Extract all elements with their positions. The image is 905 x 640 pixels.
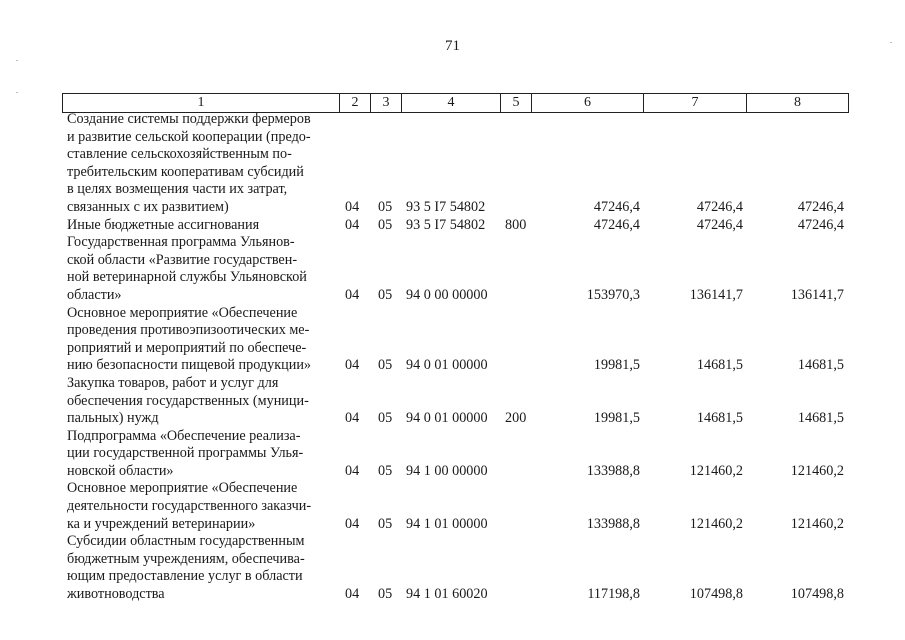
section-code: 04 xyxy=(345,198,360,215)
amount-col-6: 153970,3 xyxy=(586,286,640,303)
description-line: ной ветеринарной службы Ульяновской xyxy=(67,269,307,286)
table-row xyxy=(67,428,849,481)
row-values xyxy=(67,357,849,375)
amount-col-6: 19981,5 xyxy=(593,410,640,427)
amount-col-6: 117198,8 xyxy=(587,586,640,603)
description-line: бюджетным учреждениям, обеспечива- xyxy=(67,550,305,567)
amount-col-6: 47246,4 xyxy=(593,216,640,233)
header-col-3: 3 xyxy=(370,94,401,112)
amount-col-7: 136141,7 xyxy=(689,286,743,303)
target-article-code: 94 0 00 00000 xyxy=(406,286,488,303)
table-header xyxy=(62,93,849,113)
row-values xyxy=(67,516,849,534)
subsection-code: 05 xyxy=(378,410,393,427)
target-article-code: 94 1 01 60020 xyxy=(406,586,488,603)
scan-speck xyxy=(890,42,892,43)
header-col-2: 2 xyxy=(339,94,370,112)
description-line: ции государственной программы Улья- xyxy=(67,445,304,462)
subsection-code: 05 xyxy=(378,198,393,215)
row-values xyxy=(67,217,849,235)
description-line: обеспечения государственных (муници- xyxy=(67,392,309,409)
header-col-6: 6 xyxy=(531,94,643,112)
table-body xyxy=(67,111,849,604)
description-line: роприятий и мероприятий по обеспече- xyxy=(67,339,307,356)
amount-col-7: 121460,2 xyxy=(689,515,743,532)
page-number: 71 xyxy=(445,38,460,54)
description-line: нию безопасности пищевой продукции» xyxy=(67,357,311,374)
expense-type-code: 800 xyxy=(505,216,527,233)
table-row xyxy=(67,217,849,235)
description-line: связанных с их развитием) xyxy=(67,198,229,215)
target-article-code: 94 1 00 00000 xyxy=(406,462,488,479)
subsection-code: 05 xyxy=(378,462,393,479)
description-line: ставление сельскохозяйственным по- xyxy=(67,146,292,163)
amount-col-6: 133988,8 xyxy=(586,462,640,479)
amount-col-8: 14681,5 xyxy=(797,410,844,427)
description-line: Иные бюджетные ассигнования xyxy=(67,216,260,233)
description-line: в целях возмещения части их затрат, xyxy=(67,181,288,198)
table-row xyxy=(67,533,849,603)
table-row xyxy=(67,375,849,428)
section-code: 04 xyxy=(345,357,360,374)
table-row xyxy=(67,234,849,304)
row-values xyxy=(67,586,849,604)
description-line: Основное мероприятие «Обеспечение xyxy=(67,304,298,321)
amount-col-8: 107498,8 xyxy=(790,586,844,603)
row-values xyxy=(67,287,849,305)
amount-col-7: 14681,5 xyxy=(696,357,743,374)
section-code: 04 xyxy=(345,216,360,233)
amount-col-7: 47246,4 xyxy=(696,216,743,233)
header-col-1: 1 xyxy=(197,95,205,110)
amount-col-7: 107498,8 xyxy=(689,586,743,603)
target-article-code: 94 0 01 00000 xyxy=(406,410,488,427)
target-article-code: 94 0 01 00000 xyxy=(406,357,488,374)
description-line: Подпрограмма «Обеспечение реализа- xyxy=(67,427,301,444)
row-values xyxy=(67,410,849,428)
target-article-code: 93 5 I7 54802 xyxy=(406,198,486,215)
subsection-code: 05 xyxy=(378,586,393,603)
description-line: и развитие сельской кооперации (предо- xyxy=(67,128,311,145)
row-values xyxy=(67,463,849,481)
header-col-7: 7 xyxy=(643,94,746,112)
header-col-4: 4 xyxy=(401,94,500,112)
description-line: новской области» xyxy=(67,462,174,479)
subsection-code: 05 xyxy=(378,357,393,374)
header-col-5: 5 xyxy=(500,94,531,112)
table-row xyxy=(67,305,849,375)
table-row xyxy=(67,480,849,533)
amount-col-7: 14681,5 xyxy=(696,410,743,427)
section-code: 04 xyxy=(345,410,360,427)
header-col-8: 8 xyxy=(746,94,848,112)
target-article-code: 94 1 01 00000 xyxy=(406,515,488,532)
description-line: Субсидии областным государственным xyxy=(67,533,305,550)
table-row xyxy=(67,111,849,217)
description-line: требительским кооперативам субсидий xyxy=(67,163,304,180)
scan-speck xyxy=(16,60,18,61)
section-code: 04 xyxy=(345,462,360,479)
section-code: 04 xyxy=(345,515,360,532)
description-line: области» xyxy=(67,286,122,303)
amount-col-6: 19981,5 xyxy=(593,357,640,374)
subsection-code: 05 xyxy=(378,286,393,303)
target-article-code: 93 5 I7 54802 xyxy=(406,216,486,233)
subsection-code: 05 xyxy=(378,216,393,233)
description-line: ка и учреждений ветеринарии» xyxy=(67,515,256,532)
amount-col-8: 121460,2 xyxy=(790,462,844,479)
scan-speck xyxy=(16,92,18,93)
description-line: Закупка товаров, работ и услуг для xyxy=(67,374,279,391)
description-line: ской области «Развитие государствен- xyxy=(67,251,298,268)
section-code: 04 xyxy=(345,286,360,303)
row-values xyxy=(67,199,849,217)
amount-col-8: 47246,4 xyxy=(797,198,844,215)
amount-col-8: 121460,2 xyxy=(790,515,844,532)
description-line: животноводства xyxy=(67,586,165,603)
description-line: Государственная программа Ульянов- xyxy=(67,234,295,251)
amount-col-7: 47246,4 xyxy=(696,198,743,215)
description-line: деятельности государственного заказчи- xyxy=(67,498,312,515)
description-line: ющим предоставление услуг в области xyxy=(67,568,303,585)
amount-col-8: 47246,4 xyxy=(797,216,844,233)
description-line: Создание системы поддержки фермеров xyxy=(67,111,311,127)
amount-col-8: 14681,5 xyxy=(797,357,844,374)
description-line: проведения противоэпизоотических ме- xyxy=(67,322,310,339)
amount-col-6: 133988,8 xyxy=(586,515,640,532)
description-line: Основное мероприятие «Обеспечение xyxy=(67,480,298,497)
subsection-code: 05 xyxy=(378,515,393,532)
expense-type-code: 200 xyxy=(505,410,527,427)
amount-col-7: 121460,2 xyxy=(689,462,743,479)
description-line: пальных) нужд xyxy=(67,410,159,427)
amount-col-6: 47246,4 xyxy=(593,198,640,215)
amount-col-8: 136141,7 xyxy=(790,286,844,303)
section-code: 04 xyxy=(345,586,360,603)
